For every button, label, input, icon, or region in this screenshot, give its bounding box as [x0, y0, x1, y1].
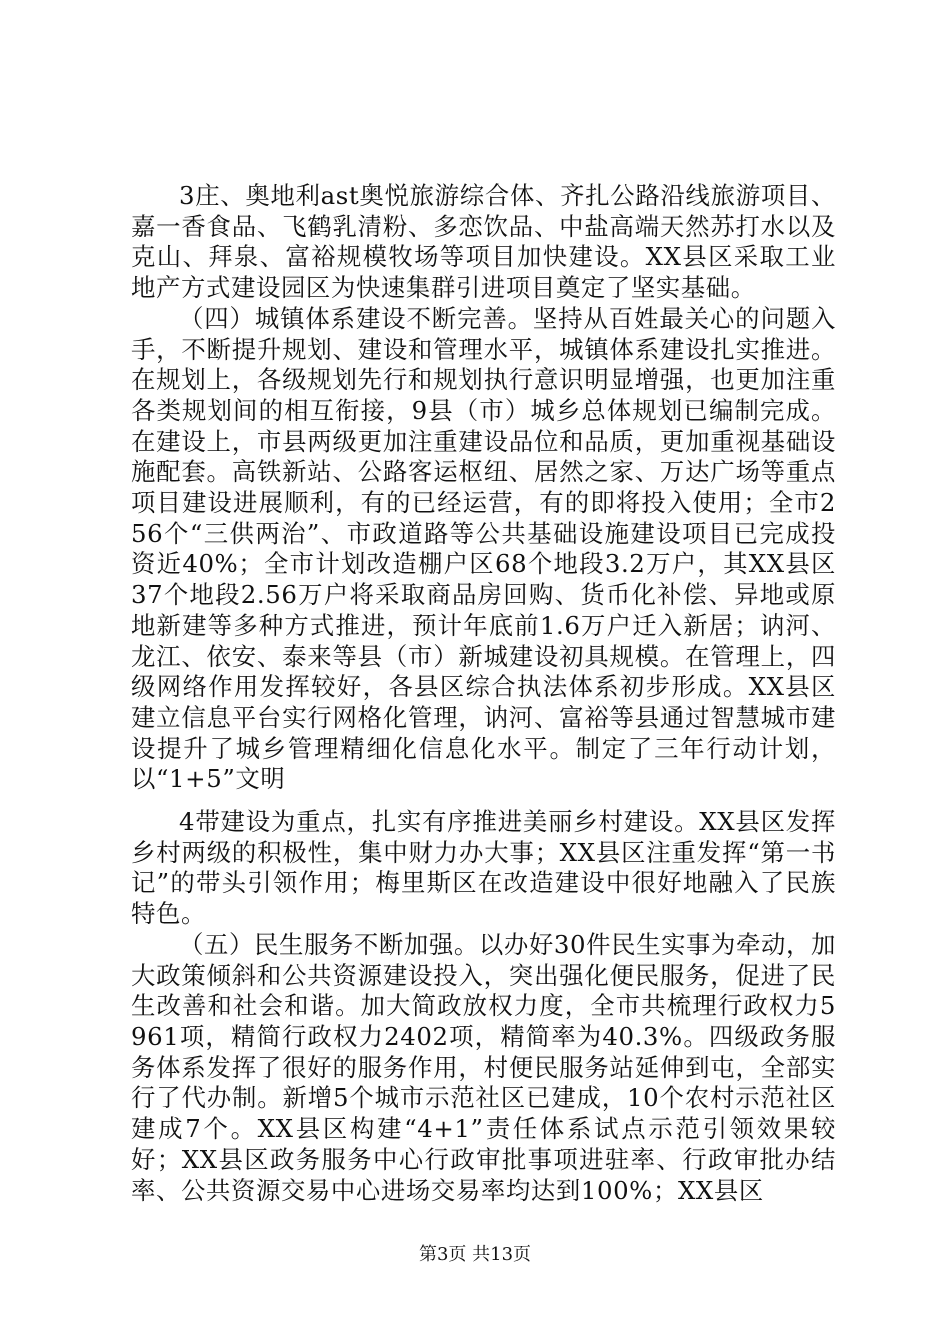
page-footer: 第3页 共13页 [418, 1244, 532, 1265]
paragraph-1: 3庄、奥地利ast奥悦旅游综合体、齐扎公路沿线旅游项目、嘉一香食品、飞鹤乳清粉、多恋饮品、中盐高端天然苏打水以及克山、拜泉、富裕规模牧场等项目加快建设。XX县区采取工业地产方式建设园区为快速集群引进项目奠定了坚实基础。 [131, 181, 836, 303]
paragraph-3: 4带建设为重点，扎实有序推进美丽乡村建设。XX县区发挥乡村两级的积极性，集中财力办大事；XX县区注重发挥“第一书记”的带头引领作用；梅里斯区在改造建设中很好地融入了民族特色。 [131, 807, 836, 929]
paragraph-2: （四）城镇体系建设不断完善。坚持从百姓最关心的问题入手，不断提升规划、建设和管理水平，城镇体系建设扎实推进。在规划上，各级规划先行和规划执行意识明显增强，也更加注重各类规划间的相互衔接，9县（市）城乡总体规划已编制完成。在建设上，市县两级更加注重建设品位和品质，更加重视基础设施配套。高铁新站、公路客运枢纽、居然之家、万达广场等重点项目建设进展顺利，有的已经运营，有的即将投入使用；全市256个“三供两治”、市政道路等公共基础设施建设项目已完成投资近40%；全市计划改造棚户区68个地段3.2万户，其XX县区37个地段2.56万户将采取商品房回购、货币化补偿、异地或原地新建等多种方式推进，预计年底前1.6万户迁入新居；讷河、龙江、依安、泰来等县（市）新城建设初具规模。在管理上，四级网络作用发挥较好，各县区综合执法体系初步形成。XX县区建立信息平台实行网格化管理，讷河、富裕等县通过智慧城市建设提升了城乡管理精细化信息化水平。制定了三年行动计划，以“1+5”文明 [131, 303, 836, 794]
document-body [131, 181, 836, 1206]
paragraph-4: （五）民生服务不断加强。以办好30件民生实事为牵动，加大政策倾斜和公共资源建设投入，突出强化便民服务，促进了民生改善和社会和谐。加大简政放权力度，全市共梳理行政权力5961项，精简行政权力2402项，精简率为40.3%。四级政务服务体系发挥了很好的服务作用，村便民服务站延伸到屯，全部实行了代办制。新增5个城市示范社区已建成，10个农村示范社区建成7个。XX县区构建“4+1”责任体系试点示范引领效果较好；XX县区政务服务中心行政审批事项进驻率、行政审批办结率、公共资源交易中心进场交易率均达到100%；XX县区 [131, 929, 837, 1205]
